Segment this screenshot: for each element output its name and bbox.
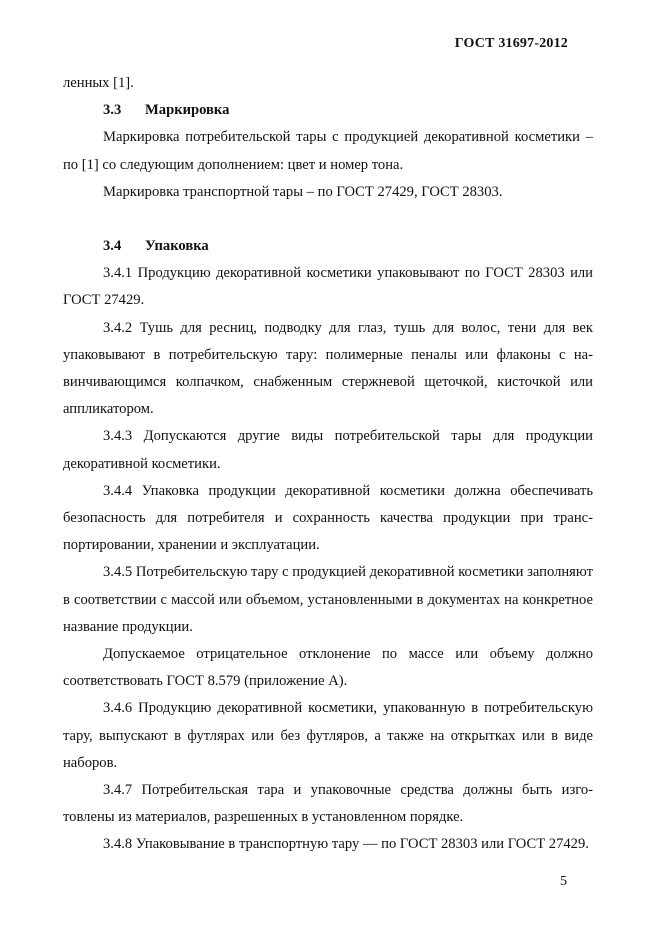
paragraph-3-4-8: 3.4.8 Упаковывание в транспортную тару — по ГОСТ 28303 или ГОСТ 27429. — [103, 836, 589, 853]
paragraph: Маркировка потребительской тары с продукцией декоративной косметики – по [1] со следующим дополнением: цвет и номер тона. — [63, 129, 593, 173]
section-title: Маркировка — [145, 102, 230, 119]
section-title: Упаковка — [145, 238, 209, 255]
section-heading-3-3 — [63, 97, 593, 124]
continued-text: ленных [1]. — [63, 75, 134, 91]
paragraph-3-4-2: 3.4.2 Тушь для ресниц, подводку для глаз, тушь для волос, тени для век упаковывают в потребительскую тару: полимерные пеналы или флаконы с навинчивающимся колпачком, снабженным стержневой щеточкой, кисточкой или аппликатором. — [63, 319, 593, 418]
section-number: 3.3 — [103, 102, 122, 119]
section-number: 3.4 — [103, 238, 122, 255]
paragraph: Маркировка транспортной тары – по ГОСТ 27429, ГОСТ 28303. — [103, 183, 503, 200]
paragraph-3-4-5-note: Допускаемое отрицательное отклонение по массе или объему должно соответствовать ГОСТ 8.579 (приложение А). — [63, 646, 593, 690]
paragraph-3-4-3: 3.4.3 Допускаются другие виды потребительской тары для продукции декоративной косметики. — [63, 428, 593, 472]
paragraph-3-4-5: 3.4.5 Потребительскую тару с продукцией декоративной косметики заполняют в соответствии с массой или объемом, установленными в документах на конкретное название продукции. — [63, 564, 593, 635]
spacer — [63, 206, 593, 233]
page-number: 5 — [560, 874, 567, 889]
paragraph-3-4-4: 3.4.4 Упаковка продукции декоративной косметики должна обеспечивать безопасность для потребителя и сохранность качества продукции при транспортировании, хранении и эксплуатации. — [63, 482, 593, 554]
document-body — [63, 70, 593, 859]
document-header: ГОСТ 31697-2012 — [454, 36, 568, 51]
paragraph-3-4-7: 3.4.7 Потребительская тара и упаковочные средства должны быть изготовлены из материалов, разрешенных в установленном порядке. — [63, 782, 593, 826]
section-heading-3-4 — [63, 233, 593, 260]
paragraph-3-4-6: 3.4.6 Продукцию декоративной косметики, упакованную в потребительскую тару, выпускают в футлярах или без футляров, а также на открытках или в виде наборов. — [63, 700, 593, 771]
paragraph-3-4-1: 3.4.1 Продукцию декоративной косметики упаковывают по ГОСТ 28303 или ГОСТ 27429. — [63, 265, 593, 309]
